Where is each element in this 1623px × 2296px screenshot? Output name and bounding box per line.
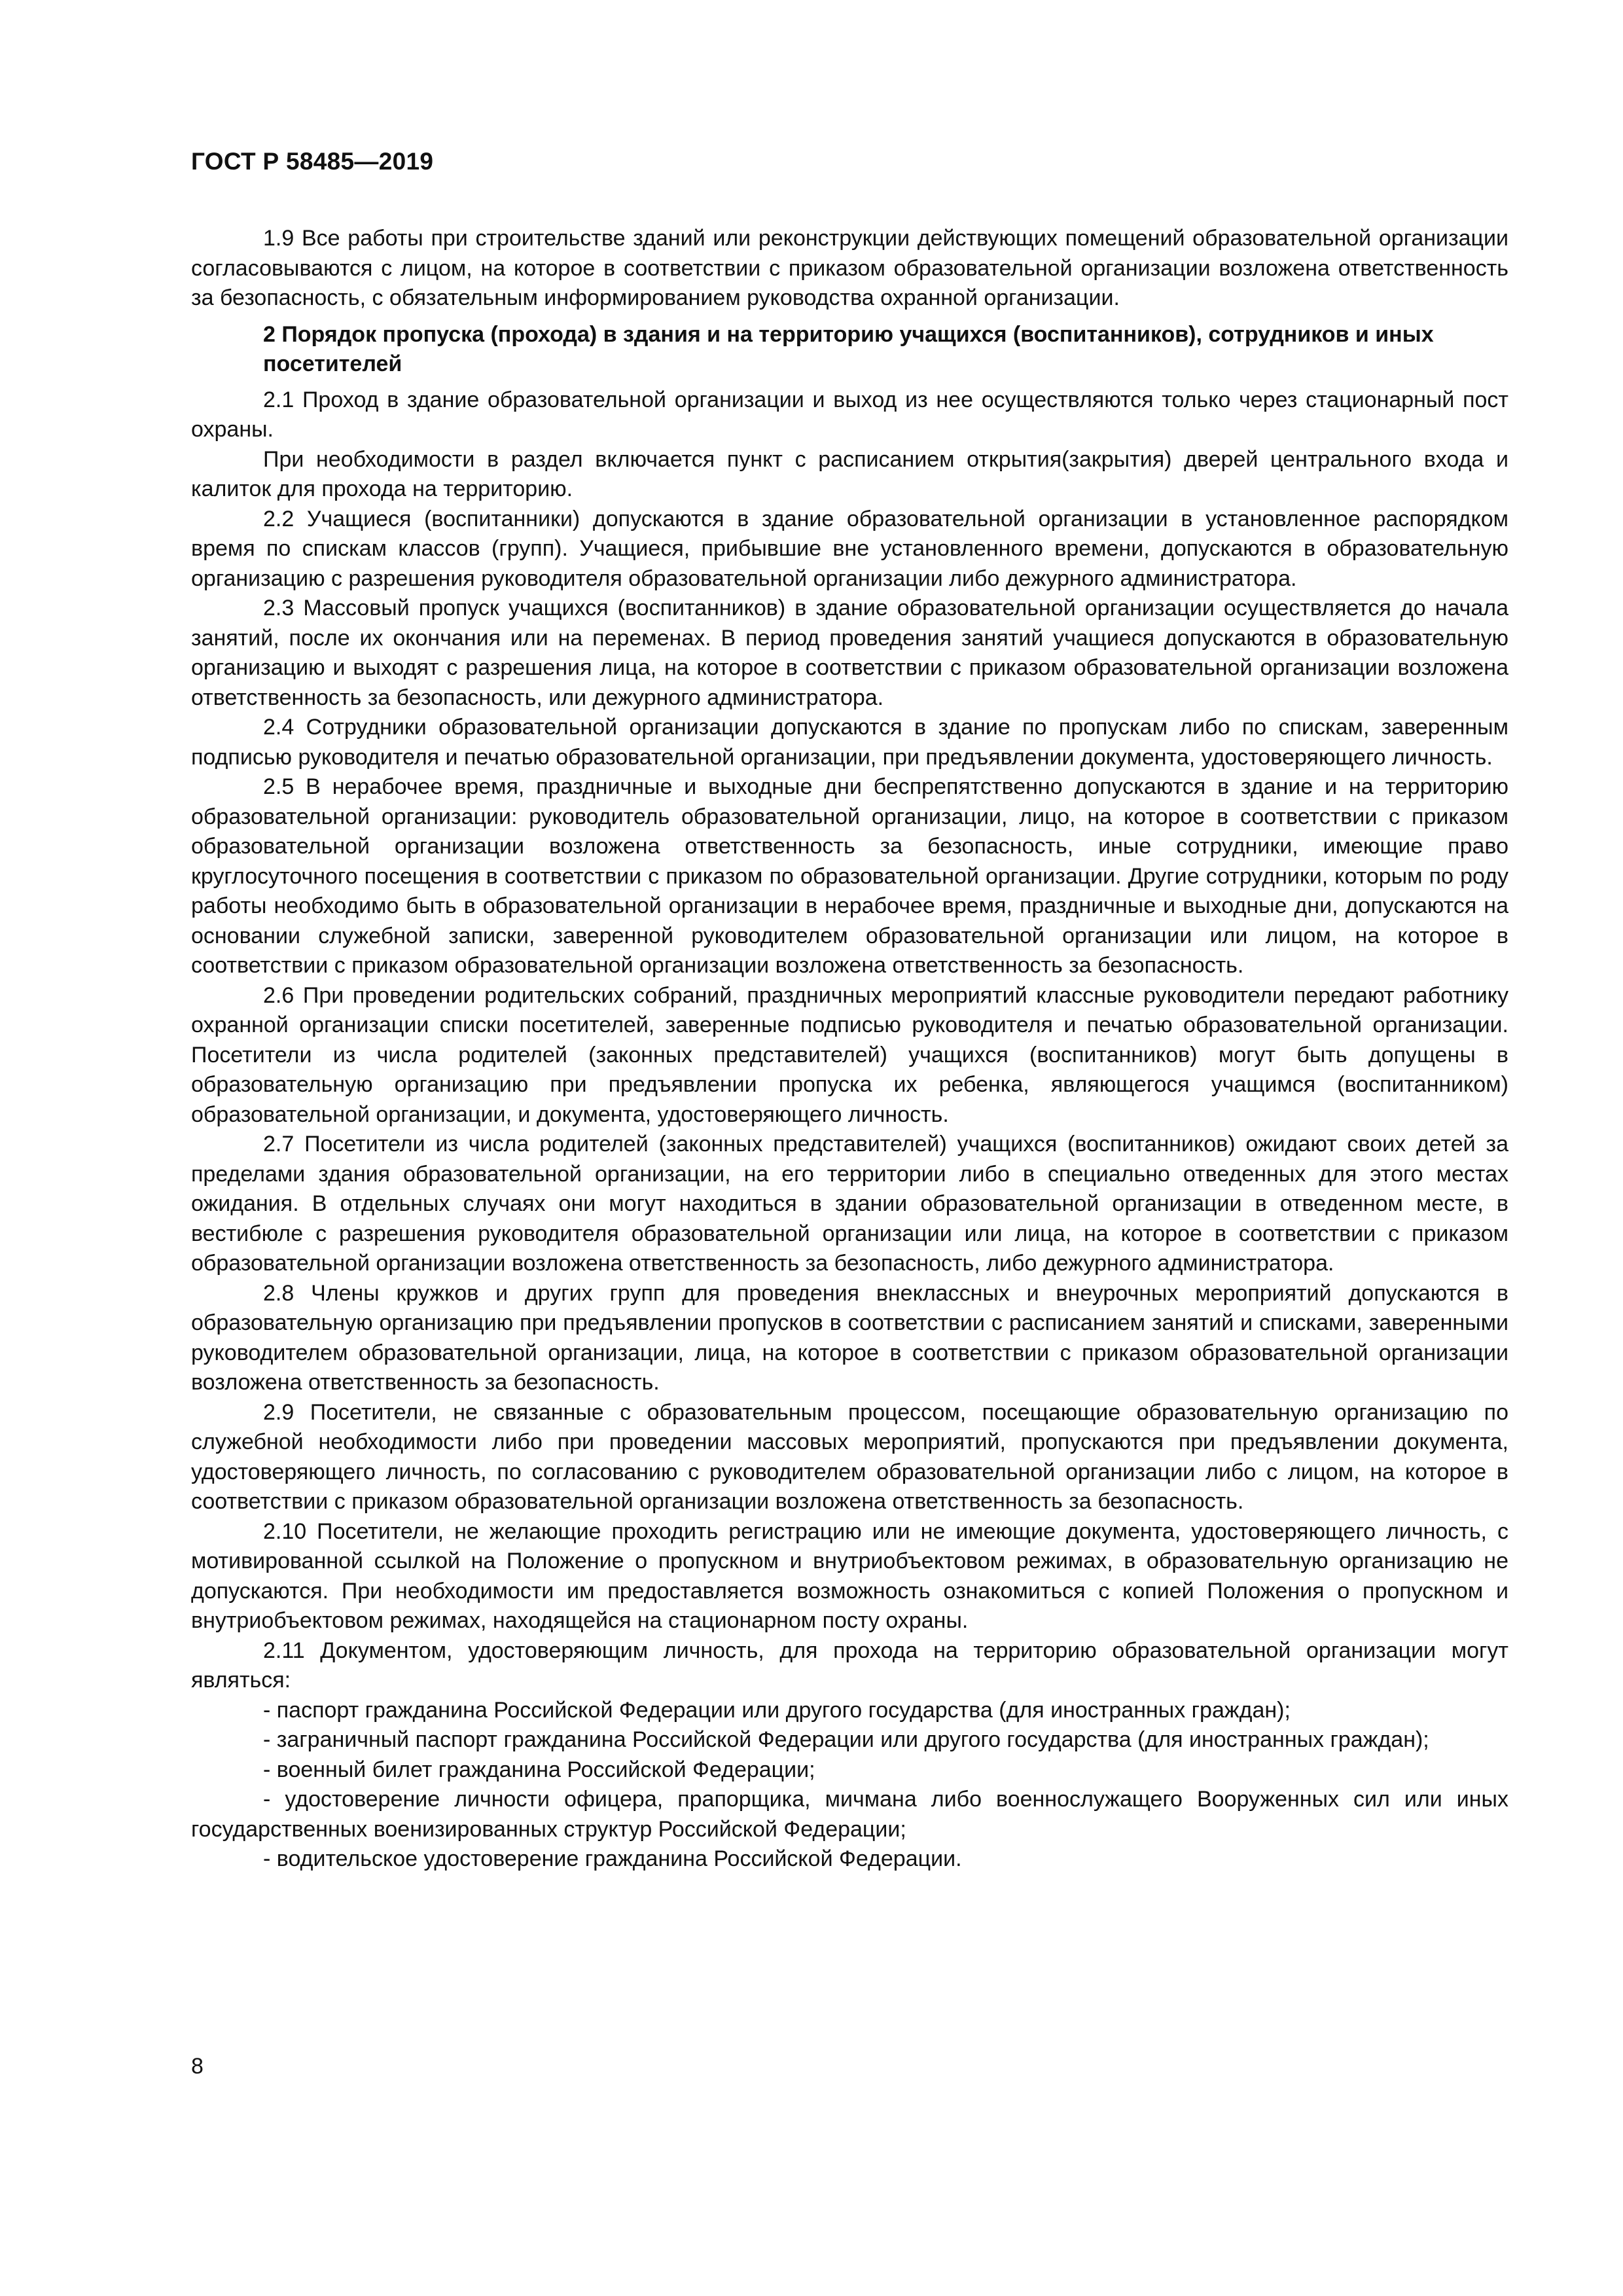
paragraph-2-1: 2.1 Проход в здание образовательной организации и выход из нее осуществляются только через стационарный пост охраны. <box>191 387 1508 442</box>
list-item-passport: - паспорт гражданина Российской Федерации или другого государства (для иностранных граждан); <box>263 1697 1291 1723</box>
paragraph-2-7: 2.7 Посетители из числа родителей (законных представителей) учащихся (воспитанников) ожидают своих детей за пределами здания образовательной организации, на его территории либо в специально отведенных для этого местах ожидания. В отдельных случаях они могут находиться в здании образовательной организации в отведенном месте, в вестибюле с разрешения руководителя образовательной организации или лица, на которое в соответствии с приказом образовательной организации возложена ответственность за безопасность, либо дежурного администратора. <box>191 1132 1508 1276</box>
paragraph-2-9: 2.9 Посетители, не связанные с образовательным процессом, посещающие образовательную организацию по служебной необходимости либо при проведении массовых мероприятий, пропускаются при предъявлении документа, удостоверяющего личность, по согласованию с руководителем образовательной организации либо с лицом, на которое в соответствии с приказом образовательной организации возложена ответственность за безопасность. <box>191 1399 1508 1514</box>
paragraph-2-5: 2.5 В нерабочее время, праздничные и выходные дни беспрепятственно допускаются в здание и на территорию образовательной организации: руководитель образовательной организации, лицо, на которое в соответствии с приказом образовательной организации возложена ответственность за безопасность, иные сотрудники, имеющие право круглосуточного посещения в соответствии с приказом по образовательной организации. Другие сотрудники, которым по роду работы необходимо быть в образовательной организации в нерабочее время, праздничные и выходные дни, допускаются на основании служебной записки, заверенной руководителем образовательной организации или лицом, на которое в соответствии с приказом образовательной организации возложена ответственность за безопасность. <box>191 774 1508 978</box>
list-item-military-id: - военный билет гражданина Российской Федерации; <box>263 1757 815 1782</box>
section-heading: 2 Порядок пропуска (прохода) в здания и на территорию учащихся (воспитанников), сотрудников и иных посетителей <box>263 321 1434 376</box>
paragraph-2-2: 2.2 Учащиеся (воспитанники) допускаются в здание образовательной организации в установленное распорядком время по спискам классов (групп). Учащиеся, прибывшие вне установленного времени, допускаются в образовательную организацию с разрешения руководителя образовательной организации либо дежурного администратора. <box>191 506 1508 591</box>
list-item-officer-id: - удостоверение личности офицера, прапорщика, мичмана либо военнослужащего Вооруженных сил или иных государственных военизированных структур Российской Федерации; <box>191 1787 1508 1842</box>
page-number: 8 <box>191 2054 204 2079</box>
paragraph-2-10: 2.10 Посетители, не желающие проходить регистрацию или не имеющие документа, удостоверяющего личность, с мотивированной ссылкой на Положение о пропускном и внутриобъектовом режимах, в образовательную организацию не допускаются. При необходимости им предоставляется возможность ознакомиться с копией Положения о пропускном и внутриобъектовом режимах, находящейся на стационарном посту охраны. <box>191 1518 1508 1633</box>
document-header: ГОСТ Р 58485—2019 <box>191 148 434 175</box>
paragraph-2-11: 2.11 Документом, удостоверяющим личность, для прохода на территорию образовательной организации могут являться: <box>191 1638 1508 1693</box>
paragraph-1-9: 1.9 Все работы при строительстве зданий или реконструкции действующих помещений образовательной организации согласовываются с лицом, на которое в соответствии с приказом образовательной организации возложена ответственность за безопасность, с обязательным информированием руководства охранной организации. <box>191 226 1508 310</box>
document-body <box>191 224 1508 1874</box>
paragraph-2-6: 2.6 При проведении родительских собраний, праздничных мероприятий классные руководители передают работнику охранной организации списки посетителей, заверенные подписью руководителя и печатью образовательной организации. Посетители из числа родителей (законных представителей) учащихся (воспитанников) могут быть допущены в образовательную организацию при предъявлении пропуска их ребенка, являющегося учащимся (воспитанником) образовательной организации, и документа, удостоверяющего личность. <box>191 982 1508 1127</box>
paragraph-2-1-note: При необходимости в раздел включается пункт с расписанием открытия(закрытия) дверей центрального входа и калиток для прохода на территорию. <box>191 446 1508 501</box>
list-item-driver-license: - водительское удостоверение гражданина Российской Федерации. <box>263 1846 962 1871</box>
list-item-foreign-passport: - заграничный паспорт гражданина Российской Федерации или другого государства (для иностранных граждан); <box>263 1727 1429 1752</box>
paragraph-2-8: 2.8 Члены кружков и других групп для проведения внеклассных и внеурочных мероприятий допускаются в образовательную организацию при предъявлении пропусков в соответствии с расписанием занятий и списками, заверенными руководителем образовательной организации, лица, на которое в соответствии с приказом образовательной организации возложена ответственность за безопасность. <box>191 1280 1508 1395</box>
paragraph-2-4: 2.4 Сотрудники образовательной организации допускаются в здание по пропускам либо по спискам, заверенным подписью руководителя и печатью образовательной организации, при предъявлении документа, удостоверяющего личность. <box>191 715 1508 770</box>
paragraph-2-3: 2.3 Массовый пропуск учащихся (воспитанников) в здание образовательной организации осуществляется до начала занятий, после их окончания или на переменах. В период проведения занятий учащиеся допускаются в образовательную организацию и выходят с разрешения лица, на которое в соответствии с приказом образовательной организации возложена ответственность за безопасность, или дежурного администратора. <box>191 596 1508 710</box>
